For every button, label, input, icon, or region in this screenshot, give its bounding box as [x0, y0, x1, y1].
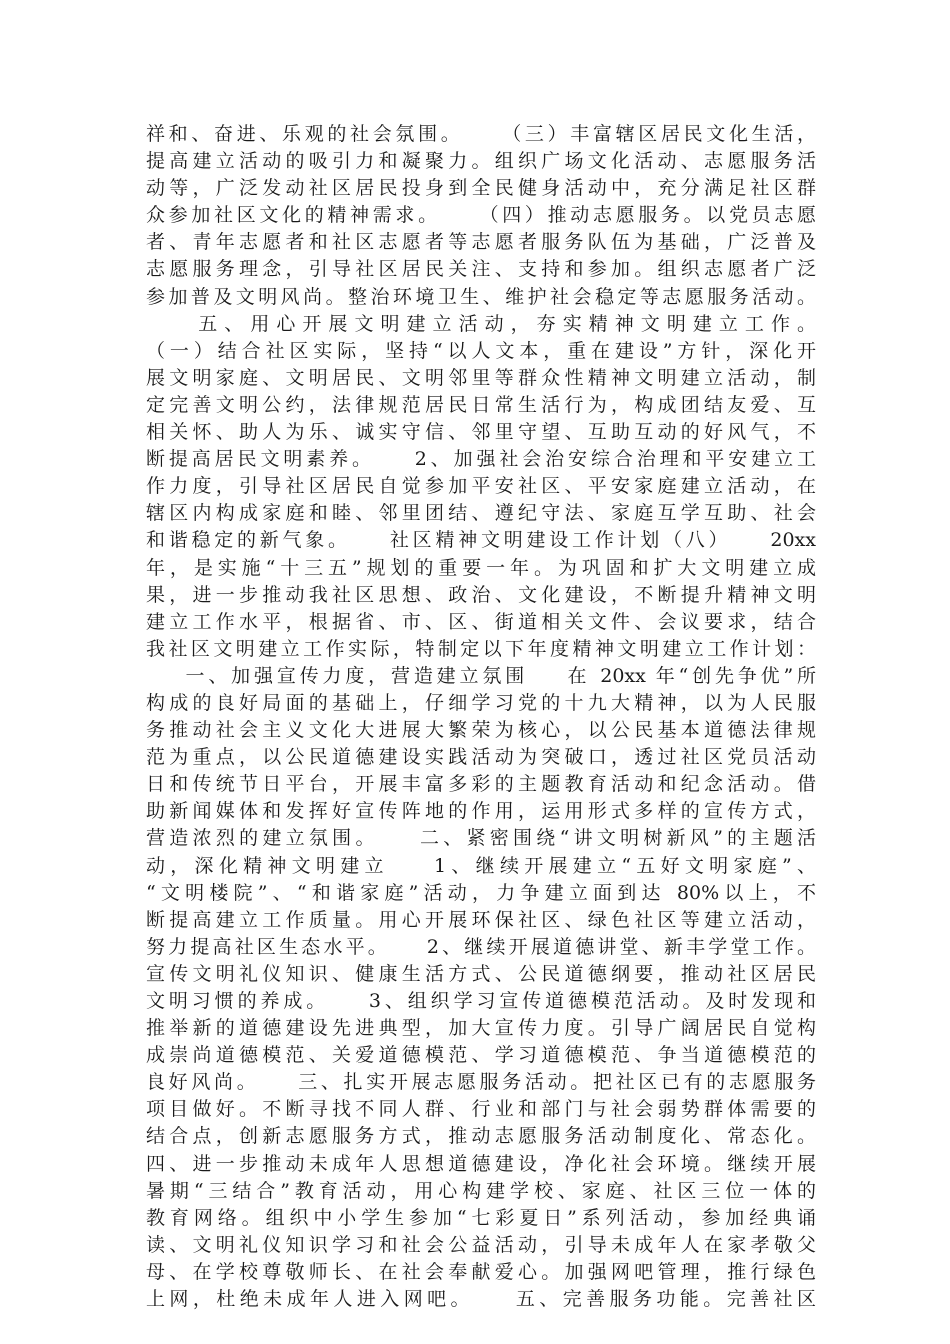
text-line: 努力提高社区生态水平。 2、继续开展道德讲堂、新丰学堂工作。	[146, 935, 816, 958]
text-line: 众参加社区文化的精神需求。 （四）推动志愿服务。以党员志愿	[146, 204, 816, 227]
text-line: 年，是实施“十三五”规划的重要一年。为巩固和扩大文明建立成	[146, 556, 816, 579]
text-line: 推举新的道德建设先进典型，加大宣传力度。引导广阔居民自觉构	[146, 1017, 816, 1040]
text-line: 定完善文明公约，法律规范居民日常生活行为，构成团结友爱、互	[146, 393, 816, 416]
text-line: 动等，广泛发动社区居民投身到全民健身活动中，充分满足社区群	[146, 177, 816, 200]
text-line: 构成的良好局面的基础上，仔细学习党的十九大精神，以为人民服	[146, 691, 816, 714]
text-line: 者、青年志愿者和社区志愿者等志愿者服务队伍为基础，广泛普及	[146, 231, 816, 254]
text-line: 祥和、奋进、乐观的社会氛围。 （三）丰富辖区居民文化生活，	[146, 123, 816, 145]
text-line: 四、进一步推动未成年人思想道德建设，净化社会环境。继续开展	[146, 1152, 816, 1175]
text-line: 我社区文明建立工作实际，特制定以下年度精神文明建立工作计划：	[146, 637, 816, 660]
text-line: 相关怀、助人为乐、诚实守信、邻里守望、互助互动的好风气，不	[146, 421, 816, 444]
text-line: 五、用心开展文明建立活动，夯实精神文明建立工作。	[146, 312, 816, 335]
text-line: 结合点，创新志愿服务方式，推动志愿服务活动制度化、常态化。	[146, 1125, 816, 1148]
text-line: “文明楼院”、“和谐家庭”活动，力争建立面到达 80%以上，不	[146, 881, 816, 904]
text-line: 和谐稳定的新气象。 社区精神文明建设工作计划（八） 20xx	[146, 529, 816, 552]
text-line: 务推动社会主义文化大进展大繁荣为核心，以公民基本道德法律规	[146, 719, 816, 742]
text-line: 教育网络。组织中小学生参加“七彩夏日”系列活动，参加经典诵	[146, 1206, 816, 1229]
text-line: 辖区内构成家庭和睦、邻里团结、遵纪守法、家庭互学互助、社会	[146, 502, 816, 525]
text-line: 范为重点，以公民道德建设实践活动为突破口，透过社区党员活动	[146, 746, 816, 769]
text-line: 参加普及文明风尚。整治环境卫生、维护社会稳定等志愿服务活动。	[146, 285, 816, 308]
text-line: （一）结合社区实际，坚持“以人文本，重在建设”方针，深化开	[146, 339, 816, 362]
text-line: 动，深化精神文明建立 1、继续开展建立“五好文明家庭”、	[146, 854, 816, 877]
text-line: 读、文明礼仪知识学习和社会公益活动，引导未成年人在家孝敬父	[146, 1233, 816, 1256]
text-line: 展文明家庭、文明居民、文明邻里等群众性精神文明建立活动，制	[146, 366, 816, 389]
text-line: 成崇尚道德模范、关爱道德模范、学习道德模范、争当道德模范的	[146, 1044, 816, 1067]
text-line: 断提高建立工作质量。用心开展环保社区、绿色社区等建立活动，	[146, 908, 816, 931]
text-line: 上网，杜绝未成年人进入网吧。 五、完善服务功能。完善社区	[146, 1288, 816, 1311]
text-line: 项目做好。不断寻找不同人群、行业和部门与社会弱势群体需要的	[146, 1098, 816, 1121]
text-line: 助新闻媒体和发挥好宣传阵地的作用，运用形式多样的宣传方式，	[146, 800, 816, 823]
text-line: 母、在学校尊敬师长、在社会奉献爱心。加强网吧管理，推行绿色	[146, 1260, 816, 1283]
text-line: 一、加强宣传力度，营造建立氛围 在 20xx 年“创先争优”所	[146, 664, 816, 687]
text-line: 提高建立活动的吸引力和凝聚力。组织广场文化活动、志愿服务活	[146, 150, 816, 173]
text-line: 果，进一步推动我社区思想、政治、文化建设，不断提升精神文明	[146, 583, 816, 606]
document-body	[146, 121, 816, 1313]
text-line: 宣传文明礼仪知识、健康生活方式、公民道德纲要，推动社区居民	[146, 962, 816, 985]
text-line: 断提高居民文明素养。 2、加强社会治安综合治理和平安建立工	[146, 448, 816, 471]
text-line: 日和传统节日平台，开展丰富多彩的主题教育活动和纪念活动。借	[146, 773, 816, 796]
text-line: 文明习惯的养成。 3、组织学习宣传道德模范活动。及时发现和	[146, 990, 816, 1012]
text-line: 营造浓烈的建立氛围。 二、紧密围绕“讲文明树新风”的主题活	[146, 827, 816, 850]
text-line: 良好风尚。 三、扎实开展志愿服务活动。把社区已有的志愿服务	[146, 1071, 816, 1094]
text-line: 建立工作水平，根据省、市、区、街道相关文件、会议要求，结合	[146, 610, 816, 633]
text-line: 作力度，引导社区居民自觉参加平安社区、平安家庭建立活动，在	[146, 475, 816, 498]
text-line: 暑期“三结合”教育活动，用心构建学校、家庭、社区三位一体的	[146, 1179, 816, 1202]
text-line: 志愿服务理念，引导社区居民关注、支持和参加。组织志愿者广泛	[146, 258, 816, 281]
